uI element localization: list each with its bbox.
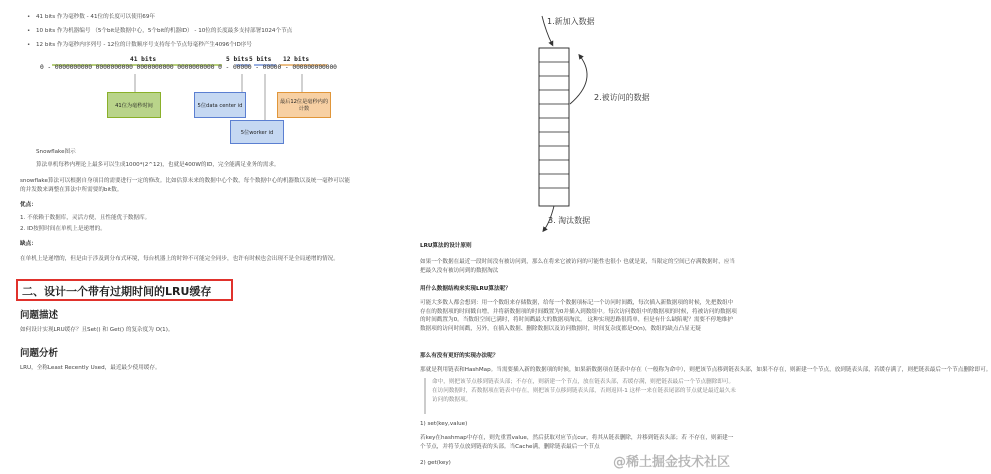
analysis-title: 问题分析 <box>20 348 59 359</box>
label-accessed-data: 2.被访问的数据 <box>594 93 650 102</box>
cons-text: 在单机上是递增的，但是由于涉及到分布式环境，每台机器上的时钟不可能完全同步，也许有时候也会出现不是全局递增的情况。 <box>20 256 339 262</box>
label-new-data: 1.新加入数据 <box>547 17 595 26</box>
box-timestamp: 41位为毫秒时间 <box>107 92 161 118</box>
data-structure-question: 用什么数据结构来实现LRU算法呢？ <box>420 286 511 292</box>
lru-principle-title: LRU算法的设计原则 <box>420 243 472 249</box>
pros-item-2: 2. ID按照时间在单机上是递增的。 <box>20 226 106 232</box>
watermark: @稀土掘金技术社区 <box>613 455 731 470</box>
set-method-text: 若key在hashmap中存在，则先重置value，然后获取对应节点cur，将其从链表删除，并移到链表头部；若 不存在，则新建一个节点，并将节点放到链表的头部。当Cache满，删除链表最后一个节点 <box>420 435 734 450</box>
paragraph-throughput: 算法单机每秒内理论上最多可以生成1000*(2^12)，也就是400W的ID，完全能满足业务的需求。 <box>36 162 280 168</box>
pros-item-1: 1. 不依赖于数据库，灵活方便，且性能优于数据库。 <box>20 215 151 221</box>
bullet-machine-bits: • 10 bits 作为机器编号 （5个bit是数据中心，5个bit的机器ID） - 10位的长度最多支持部署1024个节点 <box>36 27 292 35</box>
bullet-sequence-bits: • 12 bits 作为毫秒内序列号 - 12位的计数顺序号支持每个节点每毫秒产生4096个ID序号 <box>36 41 252 49</box>
lru-stack-diagram <box>500 0 700 235</box>
binary-layout: 0 - 0000000000 0000000000 0000000000 0000000000 0 - 00000 - 00000 - 000000000000 <box>40 64 337 71</box>
label-5-bits-a: 5 bits <box>226 56 249 63</box>
problem-text: 如何设计实现LRU缓存？且Set() 和 Get() 的复杂度为 O(1)。 <box>20 327 174 333</box>
cons-title: 缺点： <box>20 241 37 247</box>
box-sequence: 最后12位是毫秒内的计数 <box>277 92 331 118</box>
snowflake-caption: Snowflake图示 <box>36 149 76 155</box>
analysis-text: LRU，全称Least Recently Used，最近最少使用缓存。 <box>20 365 161 371</box>
better-way-text: 那就是利用链表和HashMap。当需要插入新的数据项的时候，如果新数据项在链表中存在（一般称为命中），则把该节点移到链表头部，如果不存在，则新建一个节点，放到链表头部，若缓存满了，则把链表最后一个节点删除即可。 <box>420 367 991 373</box>
get-method-label: 2) get(key) <box>420 460 451 466</box>
paragraph-customize: snowflake算法可以根据自身项目的需要进行一定的修改。比如估算未来的数据中心个数，每个数据中心的机器数以及统一毫秒可以能的并发数来调整在算法中所需要的bit数。 <box>20 178 350 193</box>
pros-title: 优点： <box>20 202 37 208</box>
set-method-label: 1) set(key,value) <box>420 421 468 427</box>
better-way-question: 那么有没有更好的实现办法呢？ <box>420 353 499 359</box>
lru-principle-text: 如果一个数据在最近一段时间没有被访问到，那么在将来它被访问的可能性也很小 也就是说，当限定的空间已存满数据时，应当把最久没有被访问到的数据淘汰 <box>420 259 736 274</box>
label-evicted-data: 3. 淘汰数据 <box>548 216 591 225</box>
problem-title: 问题描述 <box>20 310 59 321</box>
quote-block: 命中，则把该节点移到链表头部；不存在，则新建一个节点，放在链表头部，若缓存满，则把链表最后一个节点删除即可。 在访问数据时，若数据项在链表中存在，则把该节点移到链表头部，否则返回-1 这样一来在链表尾部的节点就是最近最久未访问的数据项。 <box>424 378 740 414</box>
section-title: 二、设计一个带有过期时间的LRU缓存 <box>22 285 212 298</box>
label-12-bits: 12 bits <box>283 56 310 63</box>
data-structure-text: 可能大多数人都会想到：用一个数组来存储数据，给每一个数据项标记一个访问时间戳，每次插入新数据项的时候，先把数组中存在的数据项的时间戳自增，并将新数据项的时间戳置为0并插入到数组中。每次访问数组中的数据项的时候，将被访问的数据项的时间戳置为0。当数组空间已满时，将时间戳最大的数据项淘汰。 这种实现思路很简单，但是有什么缺陷呢？需要不停地维护数据项的访问时间戳，另外，在插入数据、删除数据以及访问数据时，时间复杂度都是O(n)，数组的缺点凸显无疑 <box>420 300 737 332</box>
label-41-bits: 41 bits <box>130 56 157 63</box>
bullet-timestamp-bits: • 41 bits 作为毫秒数 - 41位的长度可以使用69年 <box>36 13 155 21</box>
label-5-bits-b: 5 bits <box>249 56 272 63</box>
box-datacenter-id: 5位data center id <box>194 92 246 118</box>
box-worker-id: 5位worker id <box>230 120 284 144</box>
